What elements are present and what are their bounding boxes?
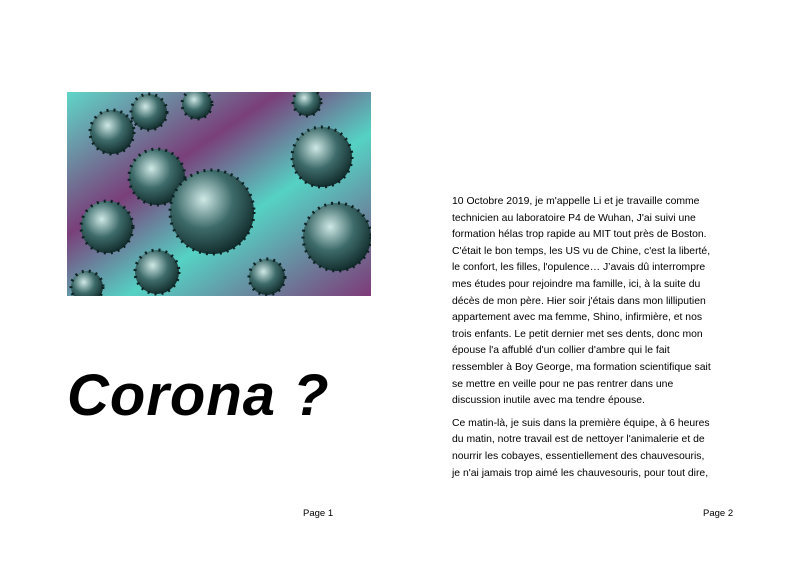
page-2 [400, 0, 800, 566]
text-line: formation hélas trop rapide au MIT tout près de Boston. [452, 229, 707, 241]
text-line: nourrir les cobayes, essentiellement des chauvesouris, [452, 450, 705, 462]
text-line: discussion inutile avec ma tendre épouse. [452, 395, 645, 407]
document-title: Corona ? [67, 363, 330, 428]
text-line: je n'ai jamais trop aimé les chauvesouris, pour tout dire, [452, 467, 709, 479]
text-line: trois enfants. Le petit dernier met ses dents, donc mon [452, 328, 703, 340]
text-line: se mettre en veille pour ne pas rentrer dans une [452, 378, 674, 390]
text-line: ressembler à Boy George, ma formation scientifique sait [452, 361, 711, 373]
text-line: 10 Octobre 2019, je m'appelle Li et je travaille comme [452, 196, 700, 207]
page-number: Page 2 [703, 508, 734, 519]
text-line: Ce matin-là, je suis dans la première équipe, à 6 heures [452, 417, 710, 429]
paragraph [452, 194, 752, 410]
text-line: technicien au laboratoire P4 de Wuhan, J'ai suivi une [452, 212, 696, 224]
text-line: C'était le bon temps, les US vu de Chine, c'est la liberté, [452, 245, 711, 257]
page-number: Page 1 [303, 508, 334, 519]
body-text [452, 194, 752, 488]
text-line: épouse l'a affublé d'un collier d'ambre qui le fait [452, 345, 670, 357]
text-line: décès de mon père. Hier soir j'étais dans mon lilliputien [452, 295, 706, 307]
coronavirus-image [67, 92, 371, 296]
paragraph [452, 416, 752, 482]
text-line: le confort, les filles, l'opulence… J’avais dû interrompre [452, 262, 706, 274]
text-line: du matin, notre travail est de nettoyer l'animalerie et de [452, 434, 705, 446]
text-line: appartement avec ma femme, Shino, infirmière, et nos [452, 312, 703, 324]
text-line: mes études pour rejoindre ma famille, ici, à la suite du [452, 278, 701, 290]
